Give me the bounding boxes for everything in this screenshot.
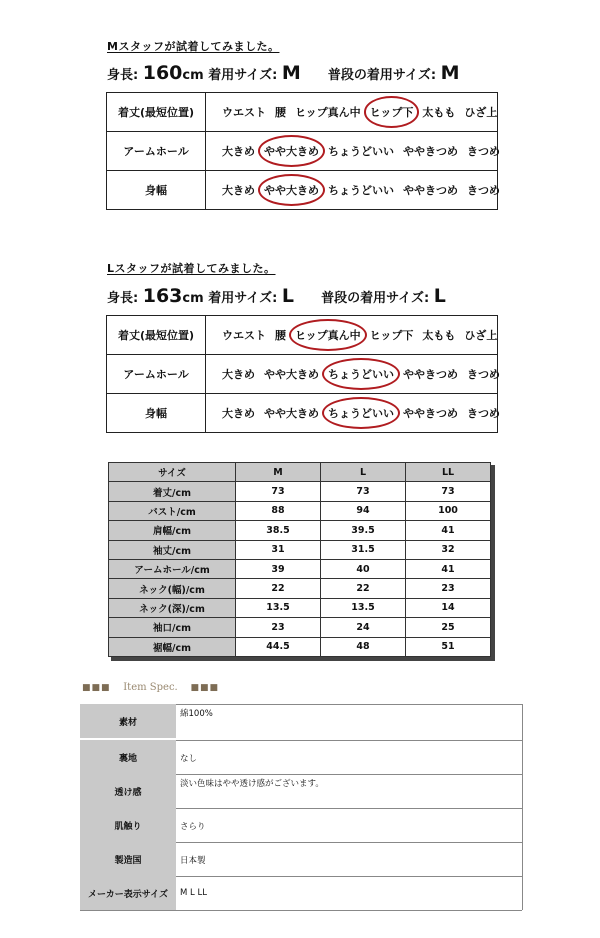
l-height-value: 163 [142,285,183,307]
l-fit-option: ヒップ下 [369,329,414,342]
m-fit-row-options [206,132,498,171]
spec-right-border [522,704,523,910]
l-fit-option: 大きめ [222,407,255,420]
size-chart-cell: 39.5 [321,521,406,540]
m-fit-option: ひざ上 [464,106,498,119]
l-size-label: 着用サイズ: [208,291,278,306]
size-chart-row [109,501,491,520]
m-fit-row [107,132,498,171]
size-chart-cell: 94 [321,501,406,520]
m-height-value: 160 [142,62,183,84]
item-spec-title: Item Spec. [123,682,178,693]
m-size-label: 着用サイズ: [208,68,278,83]
spec-divider [176,774,522,775]
m-fit-option: ややきつめ [403,145,458,158]
spec-divider [176,808,522,809]
size-chart-cell: 41 [406,521,491,540]
m-fit-row [107,171,498,210]
size-chart-table [108,462,491,657]
l-usual-label: 普段の着用サイズ: [321,291,430,306]
m-fit-row-options [206,171,498,210]
m-fit-row-label: アームホール [107,132,206,171]
spec-row [80,774,522,808]
size-chart-cell: 31 [236,540,321,559]
l-fit-row-options [206,355,498,394]
m-usual-value: M [440,62,460,84]
spec-row [80,876,522,910]
spec-row-value: なし [180,754,198,764]
l-fit-option: 太もも [422,329,456,342]
size-chart-cell: 13.5 [321,598,406,617]
m-fit-option-selected: やや大きめ [264,184,319,197]
spec-divider [176,740,522,741]
spec-row [80,842,522,876]
size-chart-row [109,559,491,578]
m-size-value: M [281,62,301,84]
spec-row-value: さらり [180,822,206,832]
l-fit-option: やや大きめ [264,368,319,381]
l-fit-option-selected: ヒップ真ん中 [295,329,361,342]
l-fit-option-selected: ちょうどいい [328,368,394,381]
l-fit-row-label: アームホール [107,355,206,394]
m-fit-option: きつめ [467,184,500,197]
l-fit-option: 大きめ [222,368,255,381]
size-table-shadow [491,465,495,661]
size-chart-cell: 23 [406,579,491,598]
size-chart-row-label: 袖口/cm [109,618,236,637]
spec-row-label: 透け感 [80,774,176,808]
l-fit-table [106,315,498,433]
size-chart-header-row [109,463,491,482]
l-fit-option: ややきつめ [403,407,458,420]
m-fit-option-selected: やや大きめ [264,145,319,158]
m-staff-title: Mスタッフが試着してみました。 [107,40,280,53]
spec-row-label: 製造国 [80,842,176,876]
l-fit-option: ややきつめ [403,368,458,381]
size-chart-header-cell: L [321,463,406,482]
size-chart-row-label: 袖丈/cm [109,540,236,559]
l-fit-row [107,355,498,394]
m-fit-option: ちょうどいい [328,184,394,197]
spec-divider [176,704,522,705]
spec-row-label: 素材 [80,704,176,738]
l-fit-option: やや大きめ [264,407,319,420]
size-chart-row-label: ネック(幅)/cm [109,579,236,598]
m-fit-row-label: 着丈(最短位置) [107,93,206,132]
size-chart-cell: 73 [236,482,321,501]
size-chart-row-label: 裾幅/cm [109,637,236,656]
spec-divider [80,910,522,911]
l-size-value: L [281,285,295,307]
size-chart-row [109,598,491,617]
item-spec-heading [82,682,219,693]
size-chart-cell: 38.5 [236,521,321,540]
spec-row-label: メーカー表示サイズ [80,876,176,910]
spec-row-value: M L LL [180,888,207,898]
size-chart-row-label: 肩幅/cm [109,521,236,540]
m-height-label: 身長: [107,68,139,83]
size-chart-row [109,540,491,559]
size-chart-cell: 14 [406,598,491,617]
l-fit-option-selected: ちょうどいい [328,407,394,420]
l-fit-option: きつめ [467,407,500,420]
size-chart-cell: 25 [406,618,491,637]
m-fit-option: 大きめ [222,184,255,197]
spec-row [80,740,522,774]
spec-squares-right: ■■■ [190,683,219,693]
spec-row [80,808,522,842]
size-chart-cell: 40 [321,559,406,578]
size-chart-cell: 73 [321,482,406,501]
l-fit-option: きつめ [467,368,500,381]
l-fit-option: ウエスト [222,329,266,342]
m-staff-info [107,62,460,84]
size-chart-row-label: ネック(深)/cm [109,598,236,617]
spec-row-label: 裏地 [80,740,176,774]
spec-row-value: 綿100% [180,709,213,719]
size-chart-row-label: 着丈/cm [109,482,236,501]
size-chart-cell: 24 [321,618,406,637]
size-chart-cell: 51 [406,637,491,656]
size-chart-cell: 100 [406,501,491,520]
size-chart-header-cell: サイズ [109,463,236,482]
l-fit-option: 腰 [275,329,286,342]
m-fit-row-label: 身幅 [107,171,206,210]
size-chart-row-label: アームホール/cm [109,559,236,578]
spec-row [80,704,522,738]
l-fit-option: ひざ上 [464,329,498,342]
size-chart-cell: 88 [236,501,321,520]
size-chart-cell: 73 [406,482,491,501]
spec-row-value: 淡い色味はやや透け感がございます。 [180,779,324,789]
size-chart-row [109,637,491,656]
l-fit-row [107,316,498,355]
size-chart-cell: 39 [236,559,321,578]
m-fit-option: ちょうどいい [328,145,394,158]
size-chart-cell: 13.5 [236,598,321,617]
l-fit-row-options [206,394,498,433]
size-chart-cell: 41 [406,559,491,578]
l-fit-row-label: 身幅 [107,394,206,433]
m-fit-option: 腰 [275,106,286,119]
l-height-label: 身長: [107,291,139,306]
m-fit-option: 大きめ [222,145,255,158]
size-chart-row [109,521,491,540]
size-chart-row [109,579,491,598]
m-fit-option: ヒップ真ん中 [295,106,361,119]
size-chart-cell: 32 [406,540,491,559]
m-fit-option: 太もも [422,106,456,119]
m-fit-option: きつめ [467,145,500,158]
size-table-shadow-bottom [111,657,495,661]
m-fit-option-selected: ヒップ下 [369,106,414,119]
m-fit-row [107,93,498,132]
m-usual-label: 普段の着用サイズ: [327,68,437,83]
size-chart-row [109,482,491,501]
size-chart-cell: 44.5 [236,637,321,656]
spec-squares-left: ■■■ [82,683,111,693]
size-chart-row-label: バスト/cm [109,501,236,520]
spec-row-value: 日本製 [180,856,206,866]
l-fit-row [107,394,498,433]
size-chart-cell: 22 [236,579,321,598]
spec-divider [176,842,522,843]
m-height-unit: cm [182,68,204,83]
l-height-unit: cm [182,291,204,306]
size-chart-row [109,618,491,637]
spec-row-label: 肌触り [80,808,176,842]
l-fit-row-options [206,316,498,355]
size-chart-header-cell: LL [406,463,491,482]
size-chart-cell: 22 [321,579,406,598]
size-chart-cell: 48 [321,637,406,656]
l-staff-title: Lスタッフが試着してみました。 [107,262,276,275]
m-fit-option: ややきつめ [403,184,458,197]
size-chart-header-cell: M [236,463,321,482]
m-fit-row-options [206,93,498,132]
m-fit-option: ウエスト [222,106,266,119]
size-chart-cell: 31.5 [321,540,406,559]
spec-divider [176,876,522,877]
m-fit-table [106,92,498,210]
size-chart-cell: 23 [236,618,321,637]
l-staff-info [107,285,446,307]
l-usual-value: L [433,285,446,307]
l-fit-row-label: 着丈(最短位置) [107,316,206,355]
